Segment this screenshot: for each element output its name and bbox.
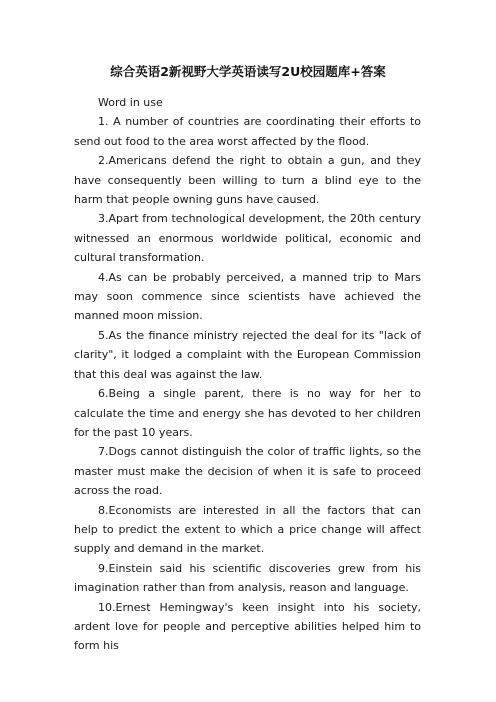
document-body <box>74 93 421 656</box>
paragraph-9: 9.Einstein said his scientific discoveries grew from his imagination rather than from analysis, reason and language. <box>74 561 421 595</box>
paragraph-2: 2.Americans defend the right to obtain a gun, and they have consequently been willing to turn a blind eye to the harm that people owning guns have caused. <box>74 154 421 207</box>
paragraph-8: 8.Economists are interested in all the factors that can help to predict the extent to which a price change will affect supply and demand in the market. <box>74 503 421 556</box>
paragraph-7: 7.Dogs cannot distinguish the color of traffic lights, so the master must make the decision of when it is safe to proceed across the road. <box>74 445 421 498</box>
paragraph-10: 10.Ernest Hemingway's keen insight into his society, ardent love for people and perceptive abilities helped him to form his <box>74 600 421 653</box>
document-title: 综合英语2新视野大学英语读写2U校园题库+答案 <box>110 64 386 79</box>
section-heading: Word in use <box>98 96 163 109</box>
paragraph-3: 3.Apart from technological development, the 20th century witnessed an enormous worldwide political, economic and cultural transformation. <box>74 212 421 265</box>
paragraph-1: 1. A number of countries are coordinating their efforts to send out food to the area worst affected by the flood. <box>74 115 421 148</box>
paragraph-6: 6.Being a single parent, there is no way for her to calculate the time and energy she has devoted to her children for the past 10 years. <box>74 387 421 439</box>
paragraph-4: 4.As can be probably perceived, a manned trip to Mars may soon commence since scientists have achieved the manned moon mission. <box>74 270 421 323</box>
paragraph-5: 5.As the finance ministry rejected the deal for its "lack of clarity", it lodged a complaint with the European Commission that this deal was against the law. <box>74 328 421 381</box>
